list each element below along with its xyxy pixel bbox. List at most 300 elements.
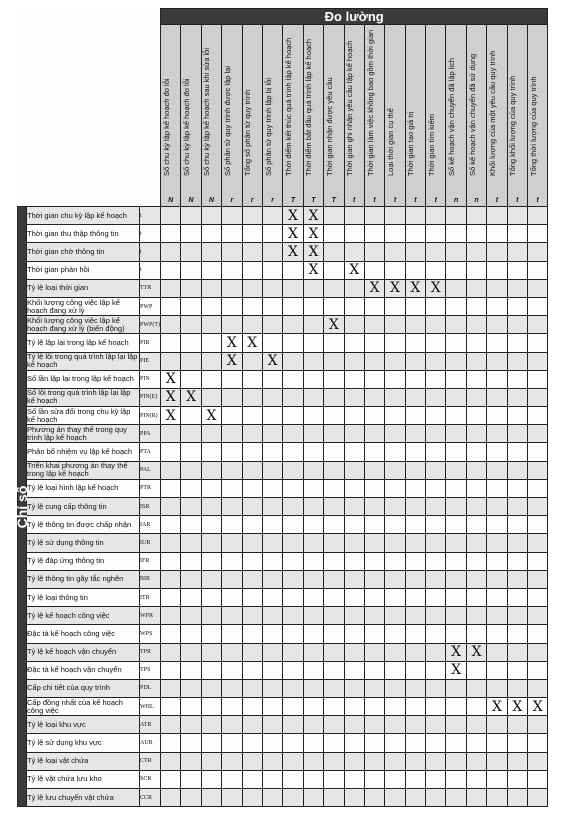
matrix-cell — [528, 498, 548, 516]
matrix-cell — [324, 461, 344, 479]
matrix-cell — [161, 716, 181, 734]
matrix-cell — [385, 297, 405, 315]
matrix-cell — [181, 661, 201, 679]
matrix-cell — [181, 679, 201, 697]
matrix-cell — [181, 734, 201, 752]
matrix-cell — [385, 625, 405, 643]
matrix-cell — [446, 770, 466, 788]
matrix-cell — [507, 607, 527, 625]
matrix-cell — [507, 297, 527, 315]
matrix-cell — [242, 716, 262, 734]
matrix-cell — [364, 207, 384, 225]
matrix-cell — [364, 479, 384, 497]
matrix-cell — [364, 243, 384, 261]
matrix-cell — [181, 716, 201, 734]
matrix-cell — [303, 534, 323, 552]
measure-name: Tổng khối lượng của quy trình — [508, 75, 518, 176]
matrix-cell — [222, 716, 242, 734]
measure-name: Tổng số phân tử quy trình — [243, 89, 253, 176]
matrix-cell — [181, 461, 201, 479]
matrix-cell — [201, 461, 221, 479]
matrix-cell — [303, 570, 323, 588]
matrix-cell — [446, 225, 466, 243]
matrix-cell — [405, 552, 425, 570]
matrix-cell — [507, 261, 527, 279]
matrix-cell — [507, 734, 527, 752]
matrix-cell — [364, 789, 384, 807]
matrix-cell — [303, 661, 323, 679]
matrix-cell — [181, 570, 201, 588]
indicator-row — [18, 643, 548, 661]
matrix-cell — [487, 207, 507, 225]
matrix-cell — [507, 461, 527, 479]
matrix-cell — [161, 316, 181, 334]
matrix-cell — [487, 225, 507, 243]
matrix-cell — [528, 716, 548, 734]
matrix-cell — [446, 407, 466, 425]
matrix-cell — [446, 479, 466, 497]
matrix-cell — [405, 625, 425, 643]
matrix-cell — [528, 297, 548, 315]
matrix-cell-marked: X — [161, 407, 181, 425]
matrix-cell — [507, 534, 527, 552]
matrix-cell — [507, 625, 527, 643]
matrix-cell — [344, 716, 364, 734]
matrix-cell — [283, 461, 303, 479]
matrix-cell — [303, 479, 323, 497]
matrix-cell — [262, 425, 282, 443]
matrix-cell — [344, 625, 364, 643]
indicator-name: Thời gian phản hồi — [27, 261, 140, 279]
indicator-row — [18, 316, 548, 334]
matrix-cell — [201, 716, 221, 734]
matrix-cell — [385, 516, 405, 534]
matrix-cell — [426, 498, 446, 516]
matrix-cell — [466, 334, 486, 352]
matrix-cell — [161, 279, 181, 297]
matrix-cell — [303, 352, 323, 370]
matrix-cell — [181, 625, 201, 643]
matrix-cell — [385, 789, 405, 807]
matrix-cell — [507, 225, 527, 243]
matrix-cell-marked: X — [222, 352, 242, 370]
matrix-cell — [324, 225, 344, 243]
matrix-cell — [324, 243, 344, 261]
matrix-cell — [466, 625, 486, 643]
indicator-code: TPR — [140, 643, 161, 661]
matrix-cell — [405, 352, 425, 370]
matrix-cell — [344, 698, 364, 716]
matrix-cell — [507, 643, 527, 661]
matrix-cell — [528, 516, 548, 534]
matrix-cell — [466, 261, 486, 279]
indicator-name: Tỷ lệ loại hình lập kế hoạch — [27, 479, 140, 497]
matrix-cell — [242, 698, 262, 716]
matrix-cell — [283, 789, 303, 807]
matrix-cell — [283, 734, 303, 752]
matrix-cell — [385, 225, 405, 243]
matrix-cell — [324, 643, 344, 661]
matrix-cell — [446, 425, 466, 443]
matrix-cell — [181, 297, 201, 315]
matrix-cell — [507, 334, 527, 352]
matrix-cell — [507, 370, 527, 388]
measure-symbol: t — [353, 197, 356, 204]
matrix-cell — [201, 625, 221, 643]
matrix-cell-marked: X — [161, 388, 181, 406]
measure-name: Tổng thời lượng của quy trình — [528, 76, 538, 176]
matrix-cell-marked: X — [446, 643, 466, 661]
matrix-cell — [426, 316, 446, 334]
measures-group-header: Đo lường — [161, 9, 548, 25]
matrix-cell — [222, 243, 242, 261]
matrix-cell — [446, 570, 466, 588]
matrix-cell — [528, 425, 548, 443]
matrix-cell — [303, 679, 323, 697]
matrix-cell — [344, 334, 364, 352]
matrix-cell — [181, 534, 201, 552]
measure-symbol: r — [250, 197, 254, 204]
matrix-cell — [181, 443, 201, 461]
matrix-cell — [405, 716, 425, 734]
indicator-name: Tỷ lệ vật chứa lưu kho — [27, 770, 140, 788]
matrix-cell — [487, 534, 507, 552]
matrix-cell — [242, 552, 262, 570]
matrix-cell — [466, 207, 486, 225]
indicator-row — [18, 679, 548, 697]
matrix-cell — [242, 352, 262, 370]
indicator-code: CCR — [140, 789, 161, 807]
matrix-cell — [487, 461, 507, 479]
matrix-cell — [201, 479, 221, 497]
indicator-name: Tỷ lệ đáp ứng thông tin — [27, 552, 140, 570]
matrix-cell — [242, 479, 262, 497]
measure-column-header — [466, 25, 486, 207]
indicator-row — [18, 570, 548, 588]
indicators-side-label: Chỉ số — [14, 485, 30, 528]
indicator-row — [18, 588, 548, 606]
matrix-cell — [201, 516, 221, 534]
indicator-code: PIN — [140, 370, 161, 388]
matrix-cell — [385, 752, 405, 770]
matrix-cell — [303, 407, 323, 425]
matrix-cell — [487, 588, 507, 606]
matrix-cell — [446, 698, 466, 716]
matrix-cell — [507, 789, 527, 807]
matrix-cell — [426, 734, 446, 752]
matrix-cell — [466, 479, 486, 497]
matrix-cell — [242, 316, 262, 334]
matrix-cell — [324, 334, 344, 352]
matrix-cell — [222, 698, 242, 716]
matrix-cell-marked: X — [528, 698, 548, 716]
matrix-cell — [487, 570, 507, 588]
indicator-name: Tỷ lệ cung cấp thông tin — [27, 498, 140, 516]
matrix-cell — [242, 279, 262, 297]
matrix-cell — [201, 261, 221, 279]
matrix-cell — [262, 443, 282, 461]
matrix-cell — [364, 570, 384, 588]
blank-corner-2 — [18, 25, 161, 207]
matrix-cell — [446, 498, 466, 516]
matrix-cell — [528, 679, 548, 697]
matrix-cell — [201, 698, 221, 716]
indicator-name: Triển khai phương án thay thế trong lập kế hoạch — [27, 461, 140, 479]
indicator-code: WHL — [140, 698, 161, 716]
matrix-cell — [446, 243, 466, 261]
matrix-cell — [222, 498, 242, 516]
matrix-cell — [283, 679, 303, 697]
matrix-cell — [242, 661, 262, 679]
measure-column-header — [446, 25, 466, 207]
matrix-cell — [426, 243, 446, 261]
matrix-cell — [528, 207, 548, 225]
matrix-cell — [303, 770, 323, 788]
matrix-cell — [344, 770, 364, 788]
matrix-cell-marked: X — [181, 388, 201, 406]
matrix-cell — [262, 243, 282, 261]
matrix-cell — [262, 297, 282, 315]
matrix-cell — [283, 588, 303, 606]
indicator-code: PTR — [140, 479, 161, 497]
matrix-cell — [507, 425, 527, 443]
matrix-cell — [528, 552, 548, 570]
matrix-cell — [161, 534, 181, 552]
matrix-cell — [242, 261, 262, 279]
matrix-cell — [201, 770, 221, 788]
matrix-cell — [466, 297, 486, 315]
matrix-cell — [324, 716, 344, 734]
matrix-cell — [426, 479, 446, 497]
matrix-cell — [222, 316, 242, 334]
matrix-cell — [528, 643, 548, 661]
matrix-cell — [344, 570, 364, 588]
matrix-cell — [487, 297, 507, 315]
measure-column-header — [201, 25, 221, 207]
measure-symbol: N — [188, 197, 194, 204]
matrix-cell — [201, 607, 221, 625]
matrix-cell — [466, 243, 486, 261]
matrix-cell — [364, 661, 384, 679]
measure-symbol: N — [168, 197, 174, 204]
matrix-cell — [303, 388, 323, 406]
measure-symbol: N — [208, 197, 214, 204]
indicator-code: PTA — [140, 443, 161, 461]
matrix-cell — [161, 552, 181, 570]
indicator-name: Tỷ lệ thông tin được chấp nhận — [27, 516, 140, 534]
indicator-name: Tỷ lệ lưu chuyển vật chứa — [27, 789, 140, 807]
matrix-cell — [201, 679, 221, 697]
measure-column-header — [222, 25, 242, 207]
matrix-cell — [528, 279, 548, 297]
measure-name: Thời gian làm việc không bao gồm thời gian — [365, 29, 375, 176]
matrix-cell — [405, 734, 425, 752]
matrix-cell — [446, 516, 466, 534]
matrix-cell — [487, 716, 507, 734]
matrix-cell — [487, 770, 507, 788]
measure-name: Số chu kỳ lập kế hoạch đo lỗi — [182, 78, 192, 176]
matrix-cell — [426, 352, 446, 370]
matrix-cell — [324, 370, 344, 388]
matrix-cell — [466, 425, 486, 443]
matrix-cell — [385, 334, 405, 352]
matrix-cell — [222, 261, 242, 279]
matrix-cell — [426, 570, 446, 588]
matrix-cell — [405, 370, 425, 388]
indicator-name: Tỷ lệ kế hoạch công việc — [27, 607, 140, 625]
indicator-row — [18, 207, 548, 225]
matrix-cell — [181, 552, 201, 570]
matrix-cell — [426, 716, 446, 734]
matrix-cell — [181, 407, 201, 425]
measure-name: Số phân tử quy trình lập bị lỗi — [263, 78, 273, 176]
matrix-cell-marked: X — [303, 207, 323, 225]
measure-column-header — [364, 25, 384, 207]
measure-symbol: n — [454, 197, 459, 204]
measure-symbol: T — [290, 197, 296, 204]
matrix-cell-marked: X — [242, 334, 262, 352]
indicator-row — [18, 407, 548, 425]
matrix-cell — [446, 461, 466, 479]
matrix-cell — [161, 352, 181, 370]
matrix-cell — [487, 334, 507, 352]
indicator-code: t — [140, 225, 161, 243]
indicator-code: ITR — [140, 588, 161, 606]
matrix-cell — [303, 643, 323, 661]
matrix-cell — [283, 643, 303, 661]
matrix-cell-marked: X — [385, 279, 405, 297]
measure-symbol: T — [331, 197, 336, 204]
matrix-cell — [222, 643, 242, 661]
matrix-cell — [222, 388, 242, 406]
matrix-cell — [262, 789, 282, 807]
matrix-cell — [466, 461, 486, 479]
matrix-cell — [344, 607, 364, 625]
matrix-cell — [385, 261, 405, 279]
indicator-name: Số lần lập lại trong lập kế hoạch — [27, 370, 140, 388]
matrix-cell — [303, 370, 323, 388]
matrix-cell — [283, 698, 303, 716]
measure-name: Thời gian tạo giá trị — [406, 111, 416, 176]
matrix-cell — [181, 207, 201, 225]
matrix-cell — [181, 516, 201, 534]
matrix-cell — [161, 243, 181, 261]
matrix-cell — [487, 279, 507, 297]
matrix-cell — [201, 388, 221, 406]
matrix-cell — [161, 625, 181, 643]
matrix-cell — [242, 243, 262, 261]
matrix-cell — [344, 407, 364, 425]
matrix-cell-marked: X — [466, 643, 486, 661]
matrix-cell — [446, 752, 466, 770]
matrix-cell — [222, 661, 242, 679]
matrix-cell — [262, 770, 282, 788]
matrix-cell — [466, 588, 486, 606]
matrix-cell — [201, 534, 221, 552]
matrix-cell — [161, 225, 181, 243]
matrix-cell — [528, 407, 548, 425]
matrix-cell — [405, 334, 425, 352]
indicator-code: SCR — [140, 770, 161, 788]
matrix-cell — [466, 752, 486, 770]
matrix-cell — [222, 789, 242, 807]
matrix-cell — [528, 625, 548, 643]
matrix-cell — [324, 607, 344, 625]
matrix-cell — [385, 316, 405, 334]
indicator-row — [18, 770, 548, 788]
matrix-cell — [507, 243, 527, 261]
matrix-cell — [446, 607, 466, 625]
matrix-cell-marked: X — [405, 279, 425, 297]
matrix-cell — [201, 752, 221, 770]
matrix-cell — [161, 643, 181, 661]
matrix-cell — [446, 789, 466, 807]
matrix-cell — [262, 698, 282, 716]
matrix-cell — [283, 352, 303, 370]
matrix-cell — [324, 752, 344, 770]
matrix-cell — [385, 534, 405, 552]
matrix-cell — [344, 752, 364, 770]
matrix-cell — [487, 407, 507, 425]
matrix-cell — [303, 698, 323, 716]
matrix-cell — [364, 370, 384, 388]
matrix-cell — [364, 352, 384, 370]
matrix-cell — [344, 734, 364, 752]
matrix-cell — [344, 643, 364, 661]
indicator-code: AUR — [140, 734, 161, 752]
matrix-cell — [528, 261, 548, 279]
matrix-cell — [405, 570, 425, 588]
matrix-cell — [385, 407, 405, 425]
measure-column-header — [283, 25, 303, 207]
matrix-cell — [405, 588, 425, 606]
matrix-cell — [528, 752, 548, 770]
matrix-cell — [487, 479, 507, 497]
measure-column-header — [324, 25, 344, 207]
matrix-cell — [161, 334, 181, 352]
matrix-cell — [446, 588, 466, 606]
matrix-cell — [262, 588, 282, 606]
matrix-cell — [528, 334, 548, 352]
matrix-cell — [262, 734, 282, 752]
matrix-cell — [528, 316, 548, 334]
matrix-cell — [364, 552, 384, 570]
matrix-cell — [507, 570, 527, 588]
matrix-cell — [242, 443, 262, 461]
matrix-cell — [466, 225, 486, 243]
matrix-cell — [242, 225, 262, 243]
indicator-row — [18, 370, 548, 388]
indicator-name: Số lỗi trong quá trình lập lại lập kế hoạch — [27, 388, 140, 406]
matrix-cell — [385, 479, 405, 497]
matrix-cell — [303, 425, 323, 443]
matrix-cell — [222, 570, 242, 588]
matrix-cell — [446, 388, 466, 406]
matrix-cell — [201, 334, 221, 352]
indicator-row — [18, 279, 548, 297]
matrix-cell — [262, 679, 282, 697]
matrix-cell — [222, 370, 242, 388]
matrix-cell — [222, 534, 242, 552]
indicator-name: Phương án thay thế trong quy trình lập kế hoạch — [27, 425, 140, 443]
measure-name: Loại thời gian cụ thể — [385, 108, 395, 176]
matrix-cell — [283, 261, 303, 279]
matrix-cell — [405, 643, 425, 661]
measure-column-header — [507, 25, 527, 207]
matrix-cell — [487, 734, 507, 752]
matrix-cell — [385, 443, 405, 461]
matrix-cell — [487, 643, 507, 661]
